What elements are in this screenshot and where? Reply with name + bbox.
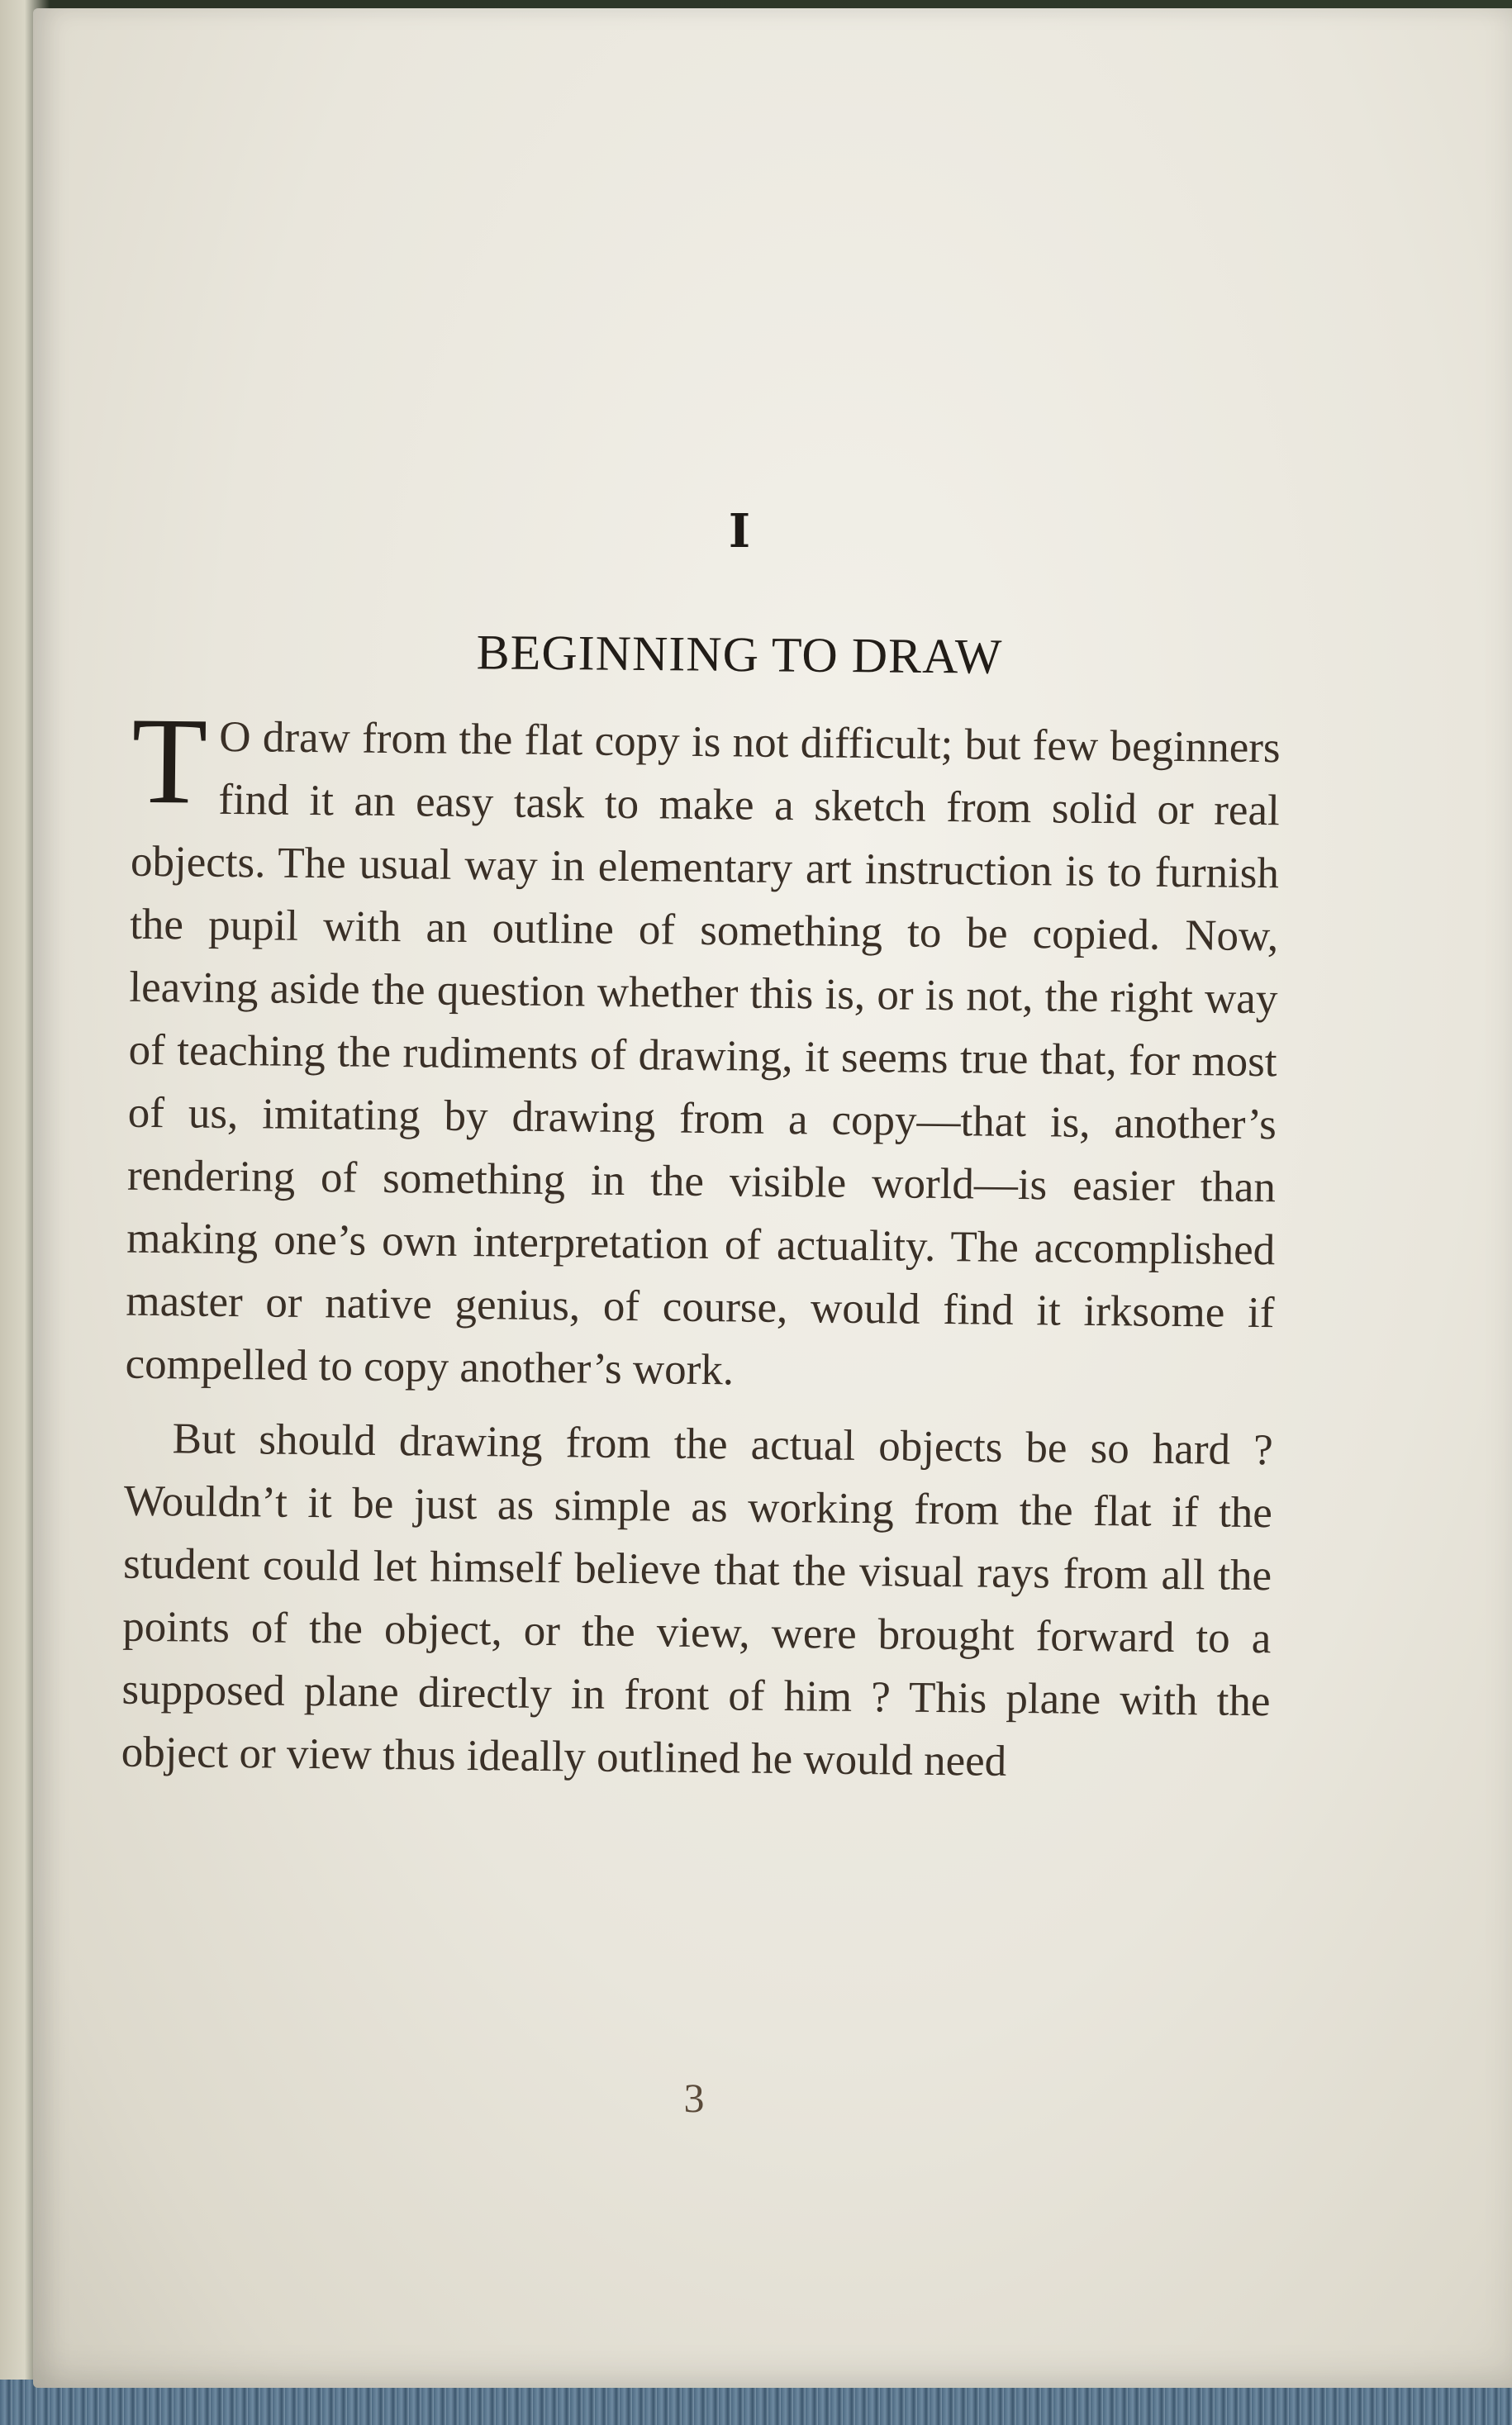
paragraph-2: But should drawing from the actual objects be so hard ? Wouldn’t it be just as simple as working from the flat if the student could let himself believe that the visual rays from all the points of the object, or the view, were brought forward to a supposed plane directly in front of him ? This plane with the object or view thus ideally outlined he would need [121,1415,1273,1785]
body-text [121,692,1281,1795]
drop-cap: T [131,692,208,830]
book-page [33,8,1512,2388]
paragraph-1 [125,692,1281,1408]
chapter-number: I [728,504,751,559]
paragraph-1-text: O draw from the flat copy is not difficult; but few beginners find it an easy task to make a sketch from solid or real objects. The usual way in elementary art instruction is to furnish the pupil with an outline of something to be copied. Now, leaving aside the question whether this is, or is not, the right way of teaching the rudiments of drawing, it seems true that, for most of us, imitating by drawing from a copy—that is, another’s rendering of something in the visible world—is easier than making one’s own interpretation of actuality. The accomplished master or native genius, of course, would find it irksome if compelled to copy another’s work. [125,712,1281,1395]
chapter-title: BEGINNING TO DRAW [476,625,1003,684]
page-number: 3 [683,2075,705,2121]
